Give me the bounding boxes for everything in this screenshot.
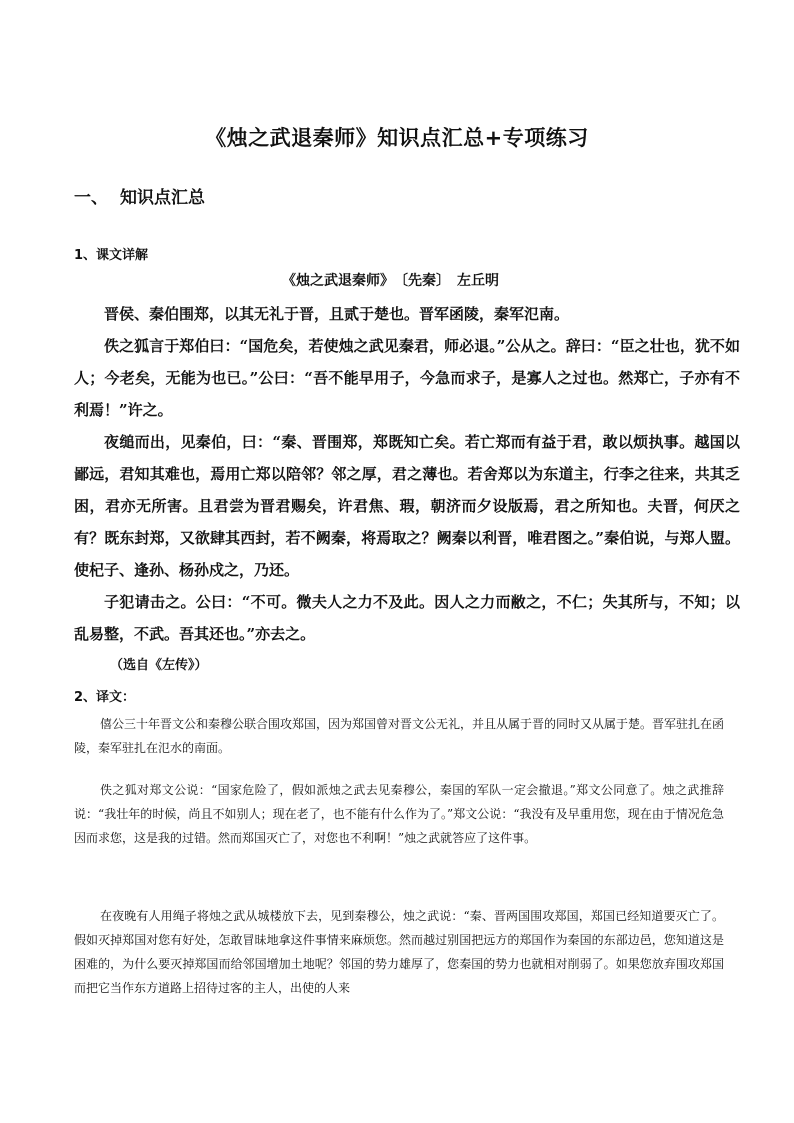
translation-paragraph: 佚之狐对郑文公说：“国家危险了，假如派烛之武去见秦穆公，秦国的军队一定会撤退。”郑文公同意了。烛之武推辞说：“我壮年的时候，尚且不如别人；现在老了，也不能有什么作为了。”郑文公说：“我没有及早重用您，现在由于情况危急因而求您，这是我的过错。然而郑国灭亡了，对您也不利啊！”烛之武就答应了这件事。 xyxy=(74,783,724,845)
section-heading-text: 知识点汇总 xyxy=(120,188,205,208)
original-paragraph: 佚之狐言于郑伯曰：“国危矣，若使烛之武见秦君，师必退。”公从之。辞曰：“臣之壮也，犹不如人；今老矣，无能为也已。”公曰：“吾不能早用子，今急而求子，是寡人之过也。然郑亡，子亦有不利焉！”许之。 xyxy=(74,337,740,419)
text-byline: 《烛之武退秦师》 〔先秦〕 左丘明 xyxy=(282,273,499,289)
translation-paragraph: 僖公三十年晋文公和秦穆公联合围攻郑国，因为郑国曾对晋文公无礼，并且从属于晋的同时又从属于楚。晋军驻扎在函陵，秦军驻扎在氾水的南面。 xyxy=(74,717,725,755)
original-paragraph: 夜缒而出，见秦伯，曰：“秦、晋围郑，郑既知亡矣。若亡郑而有益于君，敢以烦执事。越国以鄙远，君知其难也，焉用亡郑以陪邻？邻之厚，君之薄也。若舍郑以为东道主，行李之往来，共其乏困，君亦无所害。且君尝为晋君赐矣，许君焦、瑕，朝济而夕设版焉，君之所知也。夫晋，何厌之有？既东封郑，又欲肆其西封，若不阙秦，将焉取之？阙秦以利晋，唯君图之。”秦伯说，与郑人盟。使杞子、逢孙、杨孙戍之，乃还。 xyxy=(74,433,740,579)
text-source: （选自《左传》） xyxy=(110,658,208,673)
original-paragraph: 子犯请击之。公曰：“不可。微夫人之力不及此。因人之力而敝之，不仁；失其所与，不知；以乱易整，不武。吾其还也。”亦去之。 xyxy=(74,593,740,643)
subsection-heading-translation: 2、译文： xyxy=(74,690,136,705)
translation-paragraph: 在夜晚有人用绳子将烛之武从城楼放下去，见到秦穆公，烛之武说：“秦、晋两国围攻郑国，郑国已经知道要灭亡了。假如灭掉郑国对您有好处，怎敢冒昧地拿这件事情来麻烦您。然而越过别国把远方的郑国作为秦国的东部边邑，您知道这是困难的，为什么要灭掉郑国而给邻国增加土地呢？邻国的势力雄厚了，您秦国的势力也就相对削弱了。如果您放弃围攻郑国而把它当作东方道路上招待过客的主人，出使的人来 xyxy=(74,909,724,995)
section-number: 一、 xyxy=(74,188,108,208)
original-paragraph: 晋侯、秦伯围郑，以其无礼于晋，且贰于楚也。晋军函陵，秦军氾南。 xyxy=(104,305,570,323)
section-heading xyxy=(74,183,205,208)
document-title: 《烛之武退秦师》知识点汇总+专项练习 xyxy=(205,126,589,150)
subsection-heading-text-explanation: 1、课文详解 xyxy=(74,248,149,263)
